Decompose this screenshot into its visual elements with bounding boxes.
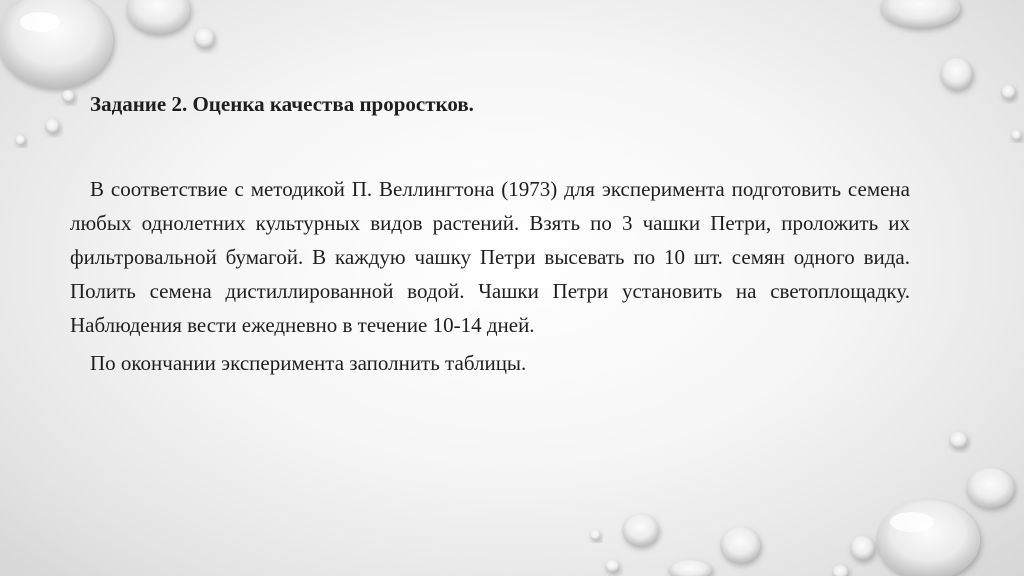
water-drop bbox=[876, 500, 980, 576]
water-drop bbox=[832, 565, 848, 576]
water-drop bbox=[1001, 85, 1015, 99]
water-drop bbox=[605, 560, 619, 572]
water-drop bbox=[720, 527, 760, 563]
task-title: Задание 2. Оценка качества проростков. bbox=[90, 92, 474, 116]
water-drop bbox=[622, 514, 658, 546]
water-drop bbox=[880, 0, 960, 28]
water-drop bbox=[0, 0, 113, 88]
water-drop bbox=[590, 530, 600, 540]
water-drop bbox=[966, 468, 1014, 508]
water-drop bbox=[850, 536, 874, 560]
water-drop bbox=[940, 58, 972, 90]
water-drop bbox=[668, 560, 712, 576]
water-drop bbox=[1011, 130, 1021, 140]
instructions-paragraph: В соответствие с методикой П. Веллингтона (1973) для эксперимента подготовить семена любых однолетних культурных видов растений. Взять по 3 чашки Петри, проложить их фильтровальной бумагой. В каждую чашку Петри высевать по 10 шт. семян одного вида. Полить семена дистиллированной водой. Чашки Петри установить на светоплощадку. Наблюдения вести ежедневно в течение 10-14 дней. bbox=[70, 177, 910, 337]
task-body bbox=[70, 172, 910, 380]
water-drop bbox=[949, 432, 967, 448]
water-drop bbox=[126, 0, 190, 34]
water-drop bbox=[62, 90, 74, 102]
water-drop bbox=[194, 28, 214, 48]
conclusion-paragraph: По окончании эксперимента заполнить таблицы. bbox=[90, 351, 527, 375]
water-drop bbox=[45, 119, 59, 133]
water-drop bbox=[15, 135, 25, 145]
